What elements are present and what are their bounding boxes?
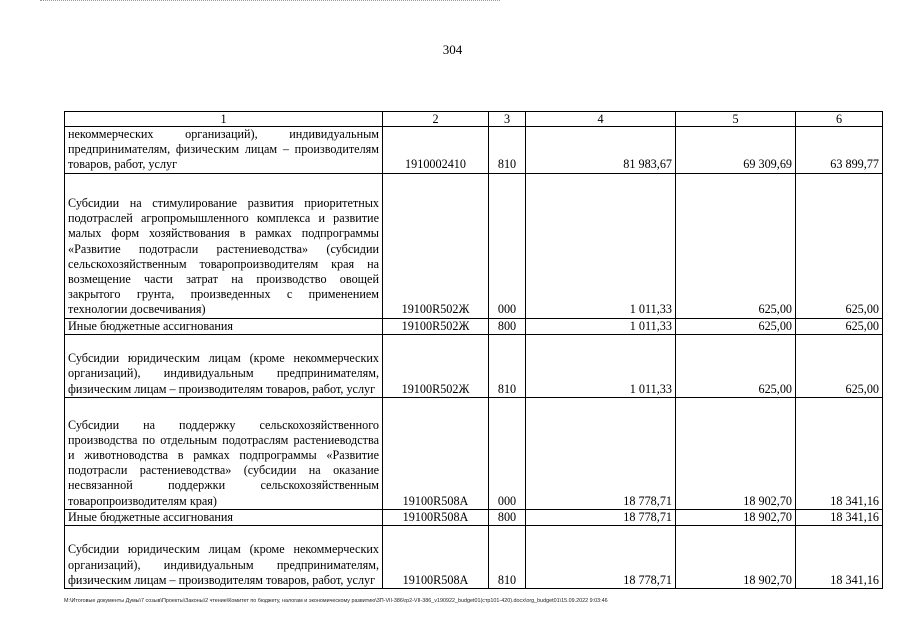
table-row [65,318,883,334]
row-sum-year3: 625,00 [796,173,883,318]
row-sum-year1: 1 011,33 [526,318,676,334]
row-sum-year1: 18 778,71 [526,526,676,589]
scan-artifact [40,0,500,3]
row-sum-year3: 18 341,16 [796,526,883,589]
row-sum-year2: 69 309,69 [676,127,796,174]
footer-file-path: M:\Итоговые документы Думы\7 созыв\Проекты\Законы\2 чтение\Комитет по бюджету, налогам и экономическому развитию\3П-VII-386\rp2-VII-386_v190922_budget01(стр101-420).docx\org_budget01\15.09.2022 9:03:46 [64,598,608,604]
row-expense-type: 810 [489,334,526,397]
row-name: Субсидии на поддержку сельскохозяйственного производства по отдельным подотраслям растениеводства и животноводства в рамках подпрограммы «Развитие подотрасли растениеводства» (субсидии на оказание несвязанной поддержки сельскохозяйственным товаропроизводителям края) [65,397,383,509]
row-sum-year2: 18 902,70 [676,509,796,525]
row-sum-year1: 81 983,67 [526,127,676,174]
row-name: Иные бюджетные ассигнования [65,509,383,525]
row-sum-year1: 18 778,71 [526,509,676,525]
column-header: 6 [796,112,883,127]
row-target-code: 19100R508А [383,397,489,509]
column-header: 1 [65,112,383,127]
row-target-code: 19100R508А [383,509,489,525]
row-sum-year3: 18 341,16 [796,397,883,509]
table-row [65,173,883,318]
row-sum-year1: 1 011,33 [526,334,676,397]
row-sum-year2: 18 902,70 [676,526,796,589]
page-number: 304 [442,42,463,57]
row-expense-type: 810 [489,526,526,589]
row-target-code: 1910002410 [383,127,489,174]
row-target-code: 19100R508А [383,526,489,589]
budget-table [64,111,883,589]
column-header: 3 [489,112,526,127]
row-sum-year2: 18 902,70 [676,397,796,509]
table-row [65,334,883,397]
row-name: Субсидии на стимулирование развития приоритетных подотраслей агропромышленного комплекса и развитие малых форм хозяйствования в рамках подпрограммы «Развитие подотрасли растениеводства» (субсидии сельскохозяйственным товаропроизводителям края на возмещение части затрат на производство овощей закрытого грунта, произведенных с применением технологии досвечивания) [65,173,383,318]
table-header-row [65,112,883,127]
row-target-code: 19100R502Ж [383,318,489,334]
table-row [65,509,883,525]
row-name: некоммерческих организаций), индивидуальным предпринимателям, физическим лицам – производителям товаров, работ, услуг [65,127,383,174]
row-expense-type: 000 [489,397,526,509]
column-header: 2 [383,112,489,127]
row-expense-type: 800 [489,318,526,334]
row-sum-year3: 625,00 [796,318,883,334]
row-sum-year2: 625,00 [676,334,796,397]
row-sum-year3: 63 899,77 [796,127,883,174]
row-sum-year1: 1 011,33 [526,173,676,318]
table-row [65,397,883,509]
table-row [65,127,883,174]
row-sum-year2: 625,00 [676,318,796,334]
row-sum-year1: 18 778,71 [526,397,676,509]
column-header: 4 [526,112,676,127]
row-sum-year3: 625,00 [796,334,883,397]
row-expense-type: 000 [489,173,526,318]
row-expense-type: 810 [489,127,526,174]
row-target-code: 19100R502Ж [383,173,489,318]
row-sum-year3: 18 341,16 [796,509,883,525]
row-sum-year2: 625,00 [676,173,796,318]
table-row [65,526,883,589]
row-name: Иные бюджетные ассигнования [65,318,383,334]
row-target-code: 19100R502Ж [383,334,489,397]
column-header: 5 [676,112,796,127]
row-name: Субсидии юридическим лицам (кроме некоммерческих организаций), индивидуальным предпринимателям, физическим лицам – производителям товаров, работ, услуг [65,526,383,589]
row-name: Субсидии юридическим лицам (кроме некоммерческих организаций), индивидуальным предпринимателям, физическим лицам – производителям товаров, работ, услуг [65,334,383,397]
row-expense-type: 800 [489,509,526,525]
